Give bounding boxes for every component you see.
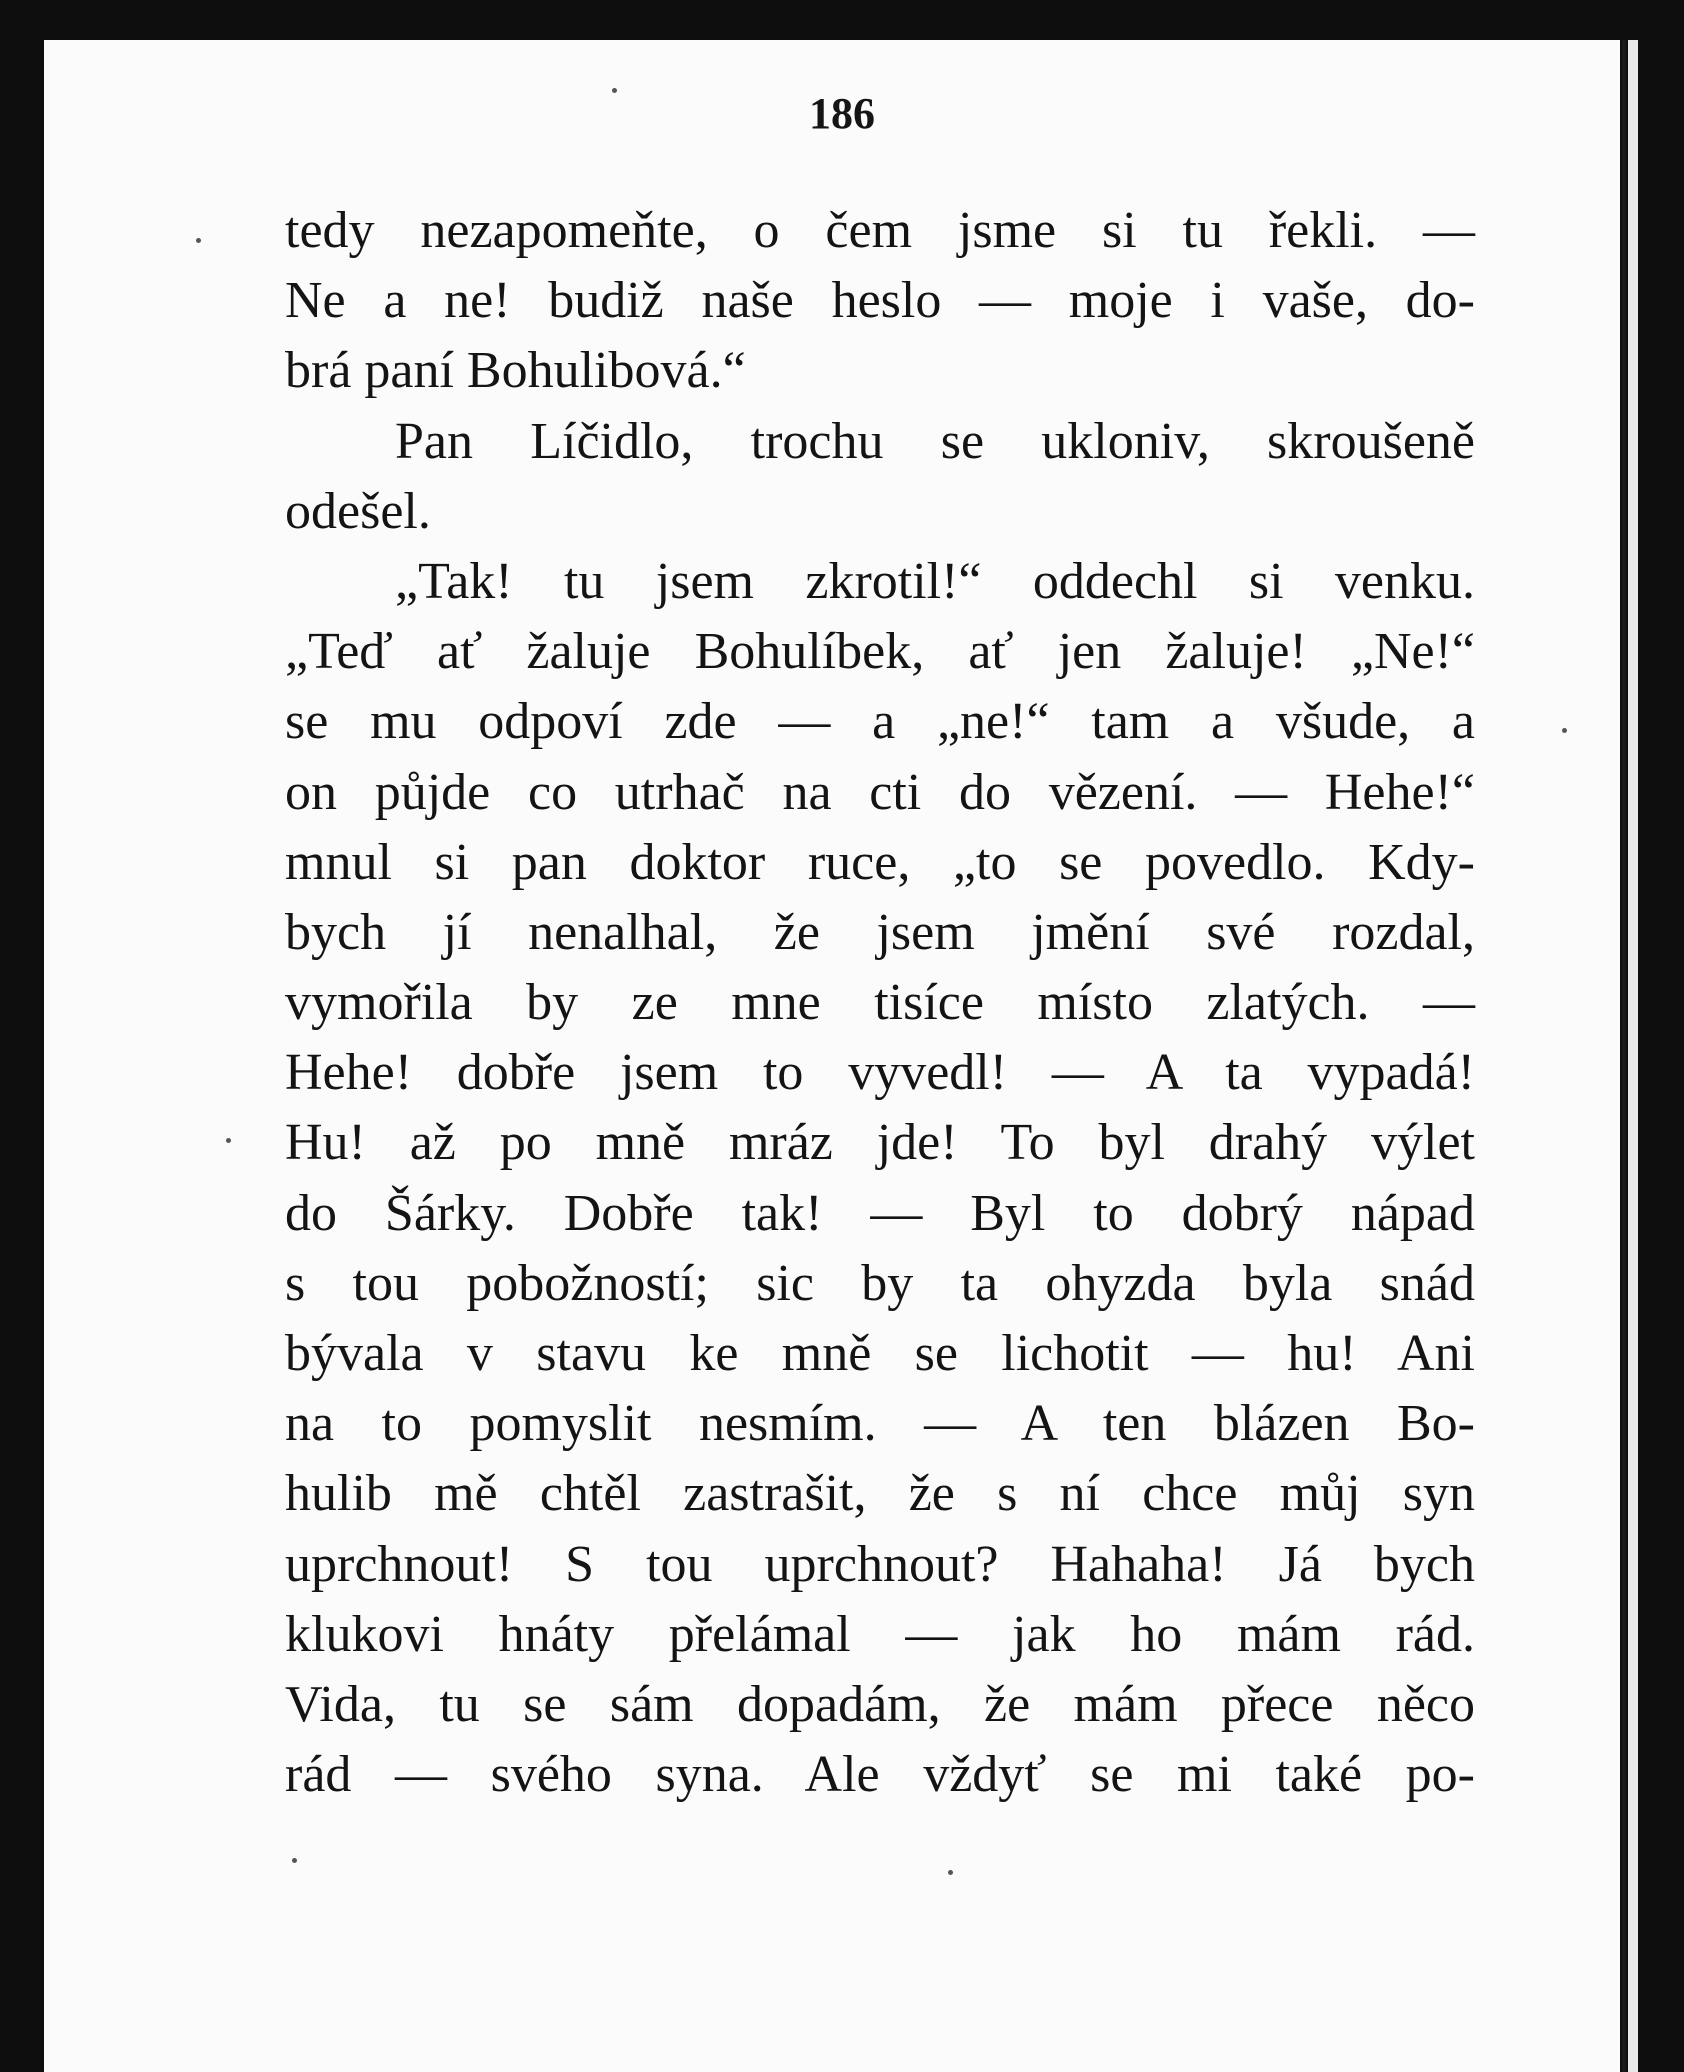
scan-speck	[612, 88, 617, 93]
text-line: on půjde co utrhač na cti do vězení. — Hehe!“	[285, 763, 1475, 821]
text-line: Ne a ne! budiž naše heslo — moje i vaše, do-	[285, 272, 1475, 330]
text-line: na to pomyslit nesmím. — A ten blázen Bo-	[285, 1395, 1475, 1453]
scan-speck	[1562, 728, 1567, 733]
scan-speck	[196, 238, 201, 243]
scan-border-top	[0, 0, 1684, 40]
text-line: Hehe! dobře jsem to vyvedl! — A ta vypadá!	[285, 1044, 1475, 1102]
text-line: Vida, tu se sám dopadám, že mám přece něco	[285, 1675, 1475, 1733]
text-line: uprchnout! S tou uprchnout? Hahaha! Já bych	[285, 1535, 1475, 1593]
text-line: Hu! až po mně mráz jde! To byl drahý výlet	[285, 1114, 1475, 1172]
text-line: mnul si pan doktor ruce, „to se povedlo. Kdy-	[285, 833, 1475, 891]
scan-border-left	[0, 0, 44, 2072]
text-line: odešel.	[285, 482, 431, 540]
page-number: 186	[809, 89, 875, 138]
text-line: hulib mě chtěl zastrašit, že s ní chce můj syn	[285, 1465, 1475, 1523]
text-line: bývala v stavu ke mně se lichotit — hu! Ani	[285, 1325, 1475, 1382]
scan-border-rule	[1622, 40, 1626, 2072]
body-text	[285, 196, 1475, 1810]
text-line: vymořila by ze mne tisíce místo zlatých. —	[285, 974, 1475, 1032]
text-line: „Teď ať žaluje Bohulíbek, ať jen žaluje! „Ne!“	[285, 623, 1475, 681]
scan-border-gap	[1628, 40, 1638, 2072]
text-line: klukovi hnáty přelámal — jak ho mám rád.	[285, 1605, 1475, 1663]
text-line: do Šárky. Dobře tak! — Byl to dobrý nápad	[285, 1184, 1475, 1242]
scan-speck	[948, 1870, 953, 1875]
text-line: bych jí nenalhal, že jsem jmění své rozdal,	[285, 903, 1475, 961]
text-line: „Tak! tu jsem zkrotil!“ oddechl si venku.	[395, 552, 1475, 610]
text-line: rád — svého syna. Ale vždyť se mi také po-	[285, 1746, 1475, 1804]
text-line: tedy nezapomeňte, o čem jsme si tu řekli. —	[285, 202, 1475, 259]
scan-speck	[292, 1858, 297, 1863]
text-line: Pan Líčidlo, trochu se ukloniv, skroušeně	[395, 412, 1475, 470]
scan-speck	[226, 1138, 231, 1143]
text-line: se mu odpoví zde — a „ne!“ tam a všude, a	[285, 693, 1475, 751]
text-line: s tou pobožností; sic by ta ohyzda byla snád	[285, 1254, 1475, 1312]
text-line: brá paní Bohulibová.“	[285, 342, 746, 400]
